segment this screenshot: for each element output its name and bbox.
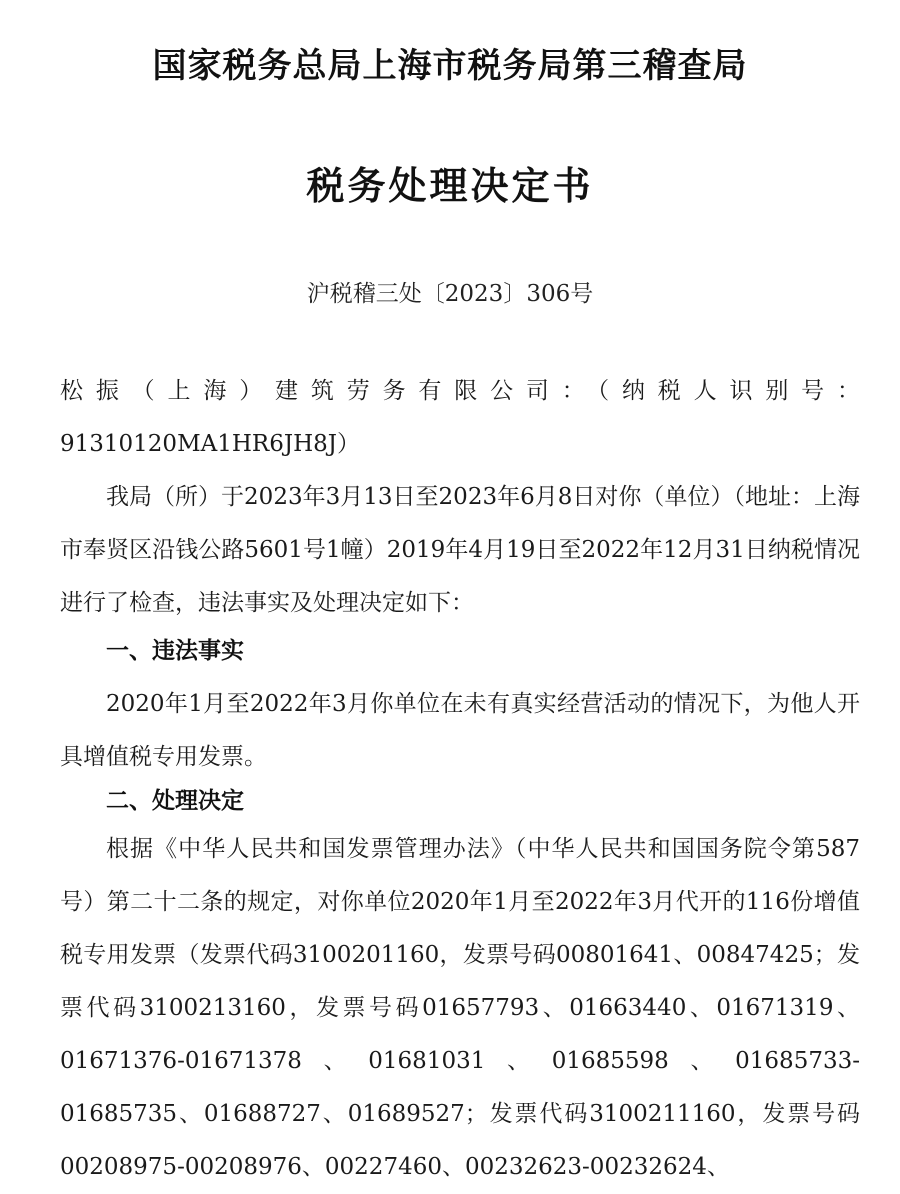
recipient-line: 松振（上海）建筑劳务有限公司：（纳税人识别号：91310120MA1HR6JH8J） (60, 378, 860, 457)
decision-paragraph: 根据《中华人民共和国发票管理办法》（中华人民共和国国务院令第587号）第二十二条的规定，对你单位2020年1月至2022年3月代开的116份增值税专用发票（发票代码3100201160，发票号码00801641、00847425；发票代码3100213160，发票号码01657793、01663440、01671319、01671376-01671378、01681031、01685598、01685733-01685735、01688727、01689527；发票代码3100211160，发票号码00208975-00208976、00227460、00232623-00232624、 (60, 836, 860, 1180)
section-heading-decision: 二、处理决定 (106, 788, 244, 814)
organization-title: 国家税务总局上海市税务局第三稽查局 (152, 46, 748, 86)
document-number: 沪税稽三处〔2023〕306号 (306, 281, 594, 307)
document-title: 税务处理决定书 (306, 164, 594, 208)
facts-paragraph: 2020年1月至2022年3月你单位在未有真实经营活动的情况下，为他人开具增值税专用发票。 (60, 691, 860, 770)
section-heading-facts: 一、违法事实 (106, 638, 244, 664)
intro-paragraph: 我局（所）于2023年3月13日至2023年6月8日对你（单位）（地址：上海市奉贤区沿钱公路5601号1幢）2019年4月19日至2022年12月31日纳税情况进行了检查，违法事实及处理决定如下： (60, 484, 860, 616)
